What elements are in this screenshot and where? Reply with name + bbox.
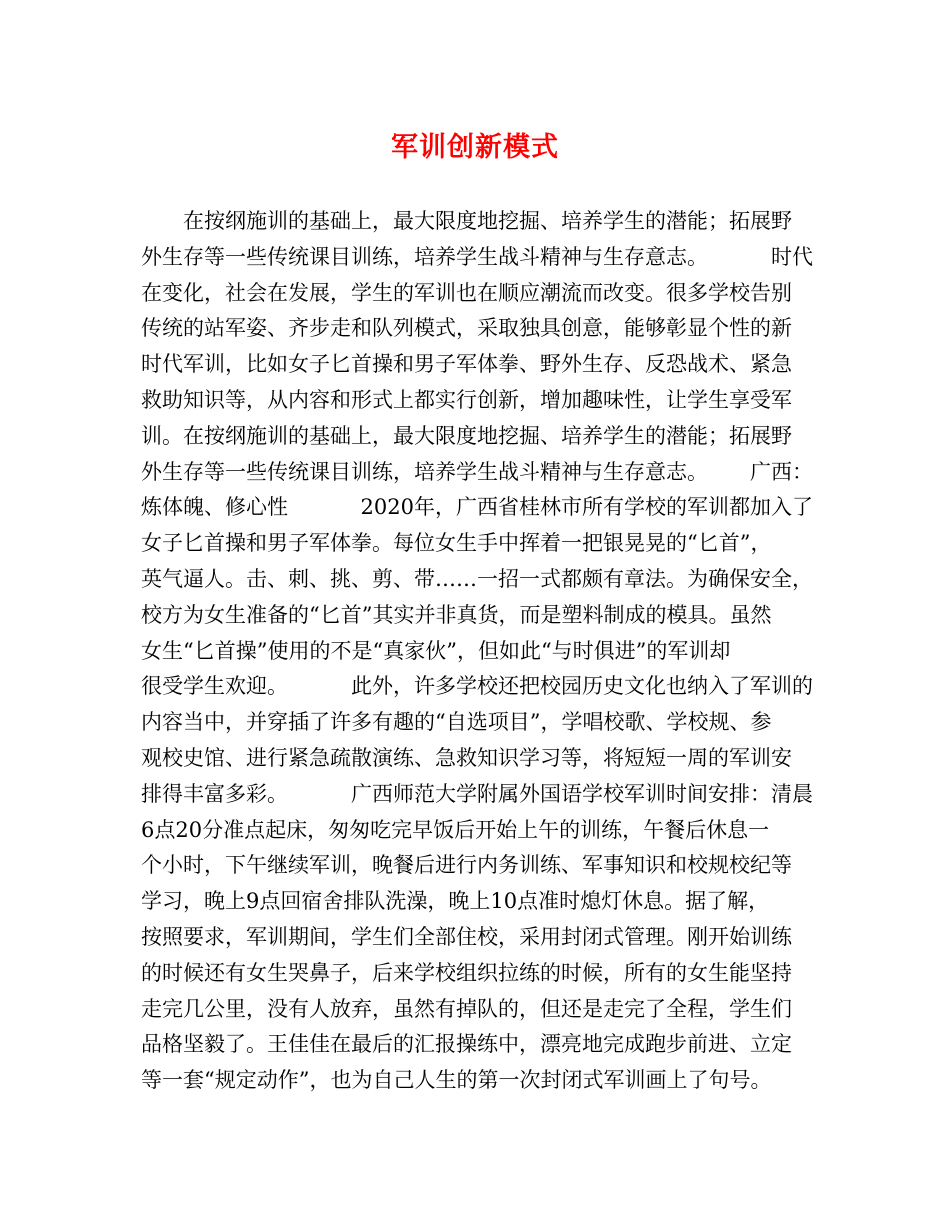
text-line: 在变化，社会在发展，学生的军训也在顺应潮流而改变。很多学校告别 <box>141 280 792 305</box>
text-line: 时代军训，比如女子匕首操和男子军体拳、野外生存、反恐战术、紧急 <box>141 352 792 377</box>
text-segment: 2020年，广西省桂林市所有学校的军训都加入了 <box>360 495 813 520</box>
text-line: 英气逼人。击、刺、挑、剪、带……一招一式都颇有章法。为确保安全， <box>141 566 813 591</box>
text-line <box>141 240 813 276</box>
text-line <box>141 490 813 526</box>
text-line <box>141 455 813 491</box>
text-line: 6点20分准点起床，匆匆吃完早饭后开始上午的训练，午餐后休息一 <box>141 817 770 842</box>
text-line: 按照要求，军训期间，学生们全部住校，采用封闭式管理。刚开始训练 <box>141 924 792 949</box>
document-body <box>141 204 813 1099</box>
document-title: 军训创新模式 <box>391 132 559 163</box>
text-segment: 广西： <box>750 459 813 484</box>
text-line: 校方为女生准备的“匕首”其实并非真货，而是塑料制成的模具。虽然 <box>141 602 772 627</box>
text-line: 等一套“规定动作”，也为自己人生的第一次封闭式军训画上了句号。 <box>141 1068 772 1093</box>
text-line <box>141 669 813 705</box>
text-line: 内容当中，并穿插了许多有趣的“自选项目”，学唱校歌、学校规、参 <box>141 710 772 735</box>
text-line <box>141 777 813 813</box>
text-line: 品格坚毅了。王佳佳在最后的汇报操练中，漂亮地完成跑步前进、立定 <box>141 1032 792 1057</box>
text-segment: 很受学生欢迎。 <box>141 674 288 699</box>
text-line: 救助知识等，从内容和形式上都实行创新，增加趣味性，让学生享受军 <box>141 387 792 412</box>
text-line: 传统的站军姿、齐步走和队列模式，采取独具创意，能够彰显个性的新 <box>141 316 792 341</box>
text-line: 女子匕首操和男子军体拳。每位女生手中挥着一把银晃晃的“匕首”， <box>141 531 772 556</box>
text-segment: 外生存等一些传统课目训练，培养学生战斗精神与生存意志。 <box>141 459 708 484</box>
text-line: 训。在按纲施训的基础上，最大限度地挖掘、培养学生的潜能；拓展野 <box>141 423 792 448</box>
text-line: 学习，晚上9点回宿舍排队洗澡，晚上10点准时熄灯休息。据了解， <box>141 889 770 914</box>
text-line: 个小时，下午继续军训，晚餐后进行内务训练、军事知识和校规校纪等 <box>141 853 792 878</box>
text-segment: 时代 <box>771 244 813 269</box>
text-segment: 外生存等一些传统课目训练，培养学生战斗精神与生存意志。 <box>141 244 708 269</box>
text-segment: 排得丰富多彩。 <box>141 781 288 806</box>
text-line: 女生“匕首操”使用的不是“真家伙”，但如此“与时俱进”的军训却 <box>141 638 731 663</box>
text-segment: 炼体魄、修心性 <box>141 495 288 520</box>
text-segment: 广西师范大学附属外国语学校军训时间安排：清晨 <box>351 781 813 806</box>
text-line: 走完几公里，没有人放弃，虽然有掉队的，但还是走完了全程，学生们 <box>141 996 792 1021</box>
text-line: 观校史馆、进行紧急疏散演练、急救知识学习等，将短短一周的军训安 <box>141 745 792 770</box>
text-segment: 此外，许多学校还把校园历史文化也纳入了军训的 <box>351 674 813 699</box>
text-line: 在按纲施训的基础上，最大限度地挖掘、培养学生的潜能；拓展野 <box>183 209 792 233</box>
text-line: 的时候还有女生哭鼻子，后来学校组织拉练的时候，所有的女生能坚持 <box>141 960 792 985</box>
